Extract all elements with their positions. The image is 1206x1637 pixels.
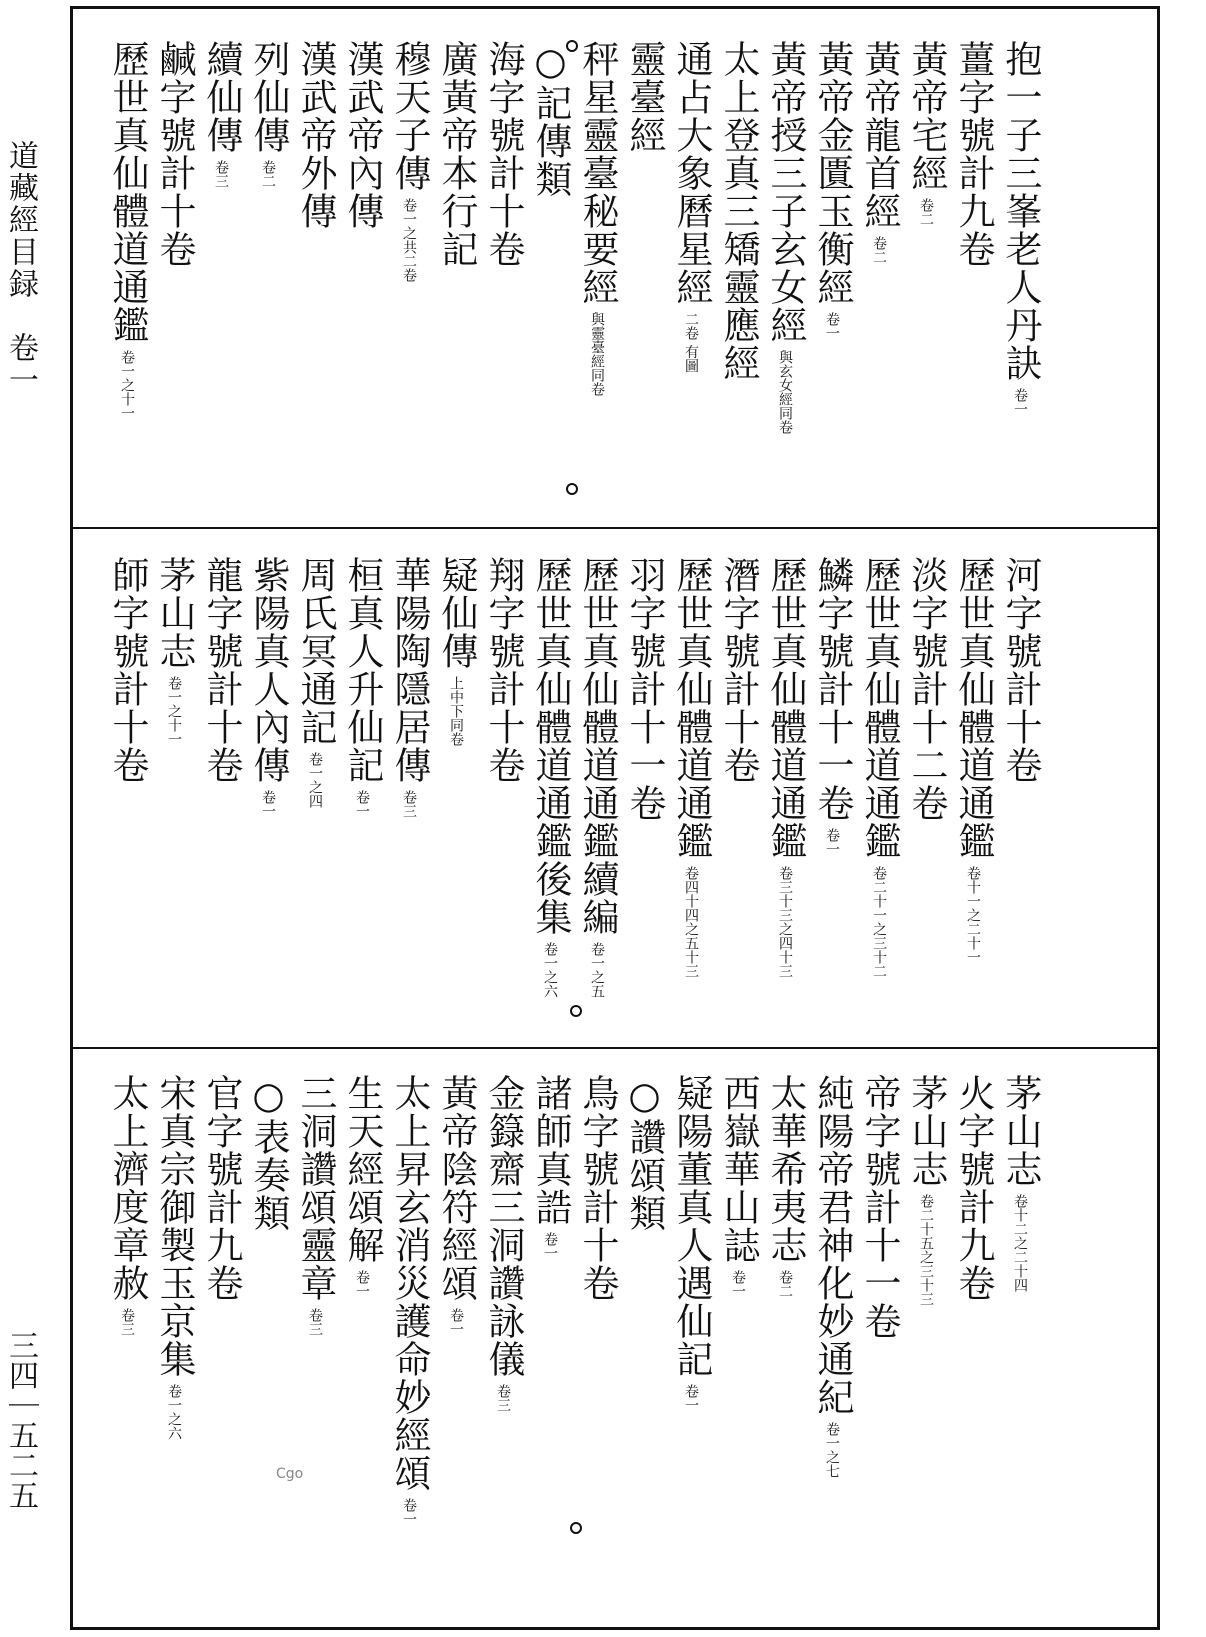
catalog-column: [1000, 1074, 1040, 1292]
catalog-column: [530, 40, 570, 198]
volume-note: 卷一: [824, 312, 840, 340]
volume-note: 卷三: [307, 1308, 323, 1336]
volume-note: 卷三: [401, 790, 417, 818]
catalog-column: [201, 1074, 241, 1302]
entry-title: 官字號計九卷: [200, 1074, 243, 1302]
volume-note: 卷二: [260, 160, 276, 188]
entry-title: 列仙傳: [247, 40, 290, 154]
volume-note: 卷一之十一: [166, 676, 182, 746]
entry-title: 三洞讚頌靈章: [294, 1074, 337, 1302]
catalog-column: [953, 556, 993, 964]
catalog-column: [436, 40, 476, 268]
catalog-column: [342, 1074, 382, 1298]
catalog-column: [906, 556, 946, 822]
section-divider-2: [70, 1047, 1160, 1049]
entry-title: 歷世真仙體道通鑑: [858, 556, 901, 860]
catalog-column: [154, 40, 194, 268]
volume-note: 卷一之七: [824, 1422, 840, 1478]
catalog-column: [953, 1074, 993, 1302]
volume-note: 卷一之六: [542, 942, 558, 998]
catalog-column: [859, 556, 899, 978]
entry-title: 歷世真仙體道通鑑續編: [576, 556, 619, 936]
volume-note: 卷一: [354, 1270, 370, 1298]
volume-note: 與靈臺經同卷: [589, 312, 605, 396]
entry-title: 潛字號計十卷: [717, 556, 760, 784]
catalog-column: [624, 1074, 664, 1232]
volume-note: 卷一: [401, 1498, 417, 1526]
entry-title: 穆天子傳: [388, 40, 431, 192]
entry-title: 桓真人升仙記: [341, 556, 384, 784]
entry-title: 鹹字號計十卷: [153, 40, 196, 268]
volume-note: 卷一: [683, 1384, 699, 1412]
catalog-column: [154, 1074, 194, 1440]
volume-note: 卷一: [824, 828, 840, 856]
catalog-column: [718, 40, 758, 382]
catalog-column: [342, 556, 382, 818]
catalog-column: [248, 1074, 288, 1232]
entry-title: 歷世真仙體道通鑑: [952, 556, 995, 860]
entry-title: 諸師真誥: [529, 1074, 572, 1226]
catalog-column: [483, 556, 523, 784]
entry-title: 靈臺經: [623, 40, 666, 154]
catalog-column: [154, 556, 194, 746]
catalog-column: [201, 556, 241, 784]
catalog-column: [906, 40, 946, 226]
catalog-column: [765, 40, 805, 434]
volume-note: 卷一: [542, 1232, 558, 1260]
entry-title: ○表奏類: [247, 1074, 290, 1232]
catalog-column: [295, 40, 335, 230]
catalog-column: [483, 40, 523, 268]
entry-title: 師字號計十卷: [106, 556, 149, 784]
entry-title: 歷世真仙體道通鑑: [670, 556, 713, 860]
catalog-column: [718, 556, 758, 784]
volume-note: 卷三: [495, 1384, 511, 1412]
volume-note: 卷十一之二十一: [965, 866, 981, 964]
catalog-column: [483, 1074, 523, 1412]
catalog-column: [201, 40, 241, 188]
entry-title: 疑仙傳: [435, 556, 478, 670]
binding-hole-marker: [566, 483, 578, 495]
entry-title: 抱一子三峯老人丹訣: [999, 40, 1042, 382]
entry-title: 疑陽董真人遇仙記: [670, 1074, 713, 1378]
catalog-column: [812, 40, 852, 340]
catalog-column: [953, 40, 993, 268]
entry-title: 宋真宗御製玉京集: [153, 1074, 196, 1378]
catalog-column: [436, 556, 476, 746]
catalog-column: [671, 556, 711, 978]
volume-note: 上中下同卷: [448, 676, 464, 746]
volume-note: 卷二: [918, 198, 934, 226]
entry-title: 茅山志: [999, 1074, 1042, 1188]
catalog-column: [812, 556, 852, 856]
volume-note: 卷三十三之四十三: [777, 866, 793, 978]
catalog-column: [765, 1074, 805, 1298]
entry-title: 黃帝授三子玄女經: [764, 40, 807, 344]
entry-title: 太華希夷志: [764, 1074, 807, 1264]
binding-hole-marker: [570, 1522, 582, 1534]
margin-book-title: 道藏經目録 卷一: [3, 140, 38, 396]
volume-note: 卷一之五: [589, 942, 605, 998]
volume-note: 卷三: [119, 1308, 135, 1336]
catalog-column: [624, 556, 664, 822]
volume-note: 卷三: [213, 160, 229, 188]
entry-title: 羽字號計十一卷: [623, 556, 666, 822]
catalog-column: [671, 40, 711, 372]
volume-note: 與玄女經同卷: [777, 350, 793, 434]
entry-title: 太上登真三矯靈應經: [717, 40, 760, 382]
entry-title: 黃帝陰符經頌: [435, 1074, 478, 1302]
catalog-column: [859, 1074, 899, 1340]
catalog-column: [107, 40, 147, 420]
volume-note: 卷一之共二卷: [401, 198, 417, 282]
entry-title: ○記傳類: [529, 40, 572, 198]
entry-title: 歷世真仙體道通鑑後集: [529, 556, 572, 936]
catalog-column: [812, 1074, 852, 1478]
section-divider-1: [70, 527, 1160, 529]
entry-title: 金籙齋三洞讚詠儀: [482, 1074, 525, 1378]
catalog-column: [389, 556, 429, 818]
catalog-column: [530, 1074, 570, 1260]
volume-note: 卷一: [730, 1270, 746, 1298]
volume-note: 卷四十四之五十三: [683, 866, 699, 978]
volume-note: 卷一之十一: [119, 350, 135, 420]
catalog-column: [671, 1074, 711, 1412]
entry-title: 生天經頌解: [341, 1074, 384, 1264]
volume-note: 卷二: [871, 236, 887, 264]
entry-title: 龍字號計十卷: [200, 556, 243, 784]
entry-title: 紫陽真人內傳: [247, 556, 290, 784]
page-stamp: Cgo: [276, 1466, 304, 1482]
entry-title: 薑字號計九卷: [952, 40, 995, 268]
catalog-column: [248, 40, 288, 188]
entry-title: 通占大象曆星經: [670, 40, 713, 306]
volume-note: 卷一: [260, 790, 276, 818]
entry-title: 華陽陶隱居傳: [388, 556, 431, 784]
entry-title: 茅山志: [905, 1074, 948, 1188]
catalog-column: [295, 556, 335, 808]
entry-title: 太上昇玄消災護命妙經頌: [388, 1074, 431, 1492]
entry-title: 海字號計十卷: [482, 40, 525, 268]
volume-note: 卷一: [1012, 388, 1028, 416]
catalog-column: [389, 1074, 429, 1526]
entry-title: 茅山志: [153, 556, 196, 670]
volume-note: 卷一: [448, 1308, 464, 1336]
catalog-column: [859, 40, 899, 264]
binding-hole-marker: [570, 1005, 582, 1017]
entry-title: 廣黃帝本行記: [435, 40, 478, 268]
entry-title: 純陽帝君神化妙通紀: [811, 1074, 854, 1416]
catalog-column: [577, 1074, 617, 1302]
margin-page-number: 三四｜五二五: [3, 1330, 38, 1510]
entry-title: 太上濟度章赦: [106, 1074, 149, 1302]
catalog-column: [530, 556, 570, 998]
catalog-column: [765, 556, 805, 978]
catalog-column: [295, 1074, 335, 1336]
entry-title: 黃帝宅經: [905, 40, 948, 192]
entry-title: 漢武帝外傳: [294, 40, 337, 230]
catalog-column: [107, 1074, 147, 1336]
volume-note: 卷二十五之三十三: [918, 1194, 934, 1306]
entry-title: 河字號計十卷: [999, 556, 1042, 784]
entry-title: 續仙傳: [200, 40, 243, 154]
entry-title: 歷世真仙體道通鑑: [106, 40, 149, 344]
catalog-column: [107, 556, 147, 784]
catalog-column: [389, 40, 429, 282]
catalog-column: [1000, 40, 1040, 416]
volume-note: 卷一之四: [307, 752, 323, 808]
catalog-column: [1000, 556, 1040, 784]
entry-title: 黃帝金匱玉衡經: [811, 40, 854, 306]
entry-title: 鱗字號計十一卷: [811, 556, 854, 822]
catalog-column: [624, 40, 664, 154]
entry-title: 歷世真仙體道通鑑: [764, 556, 807, 860]
entry-title: 鳥字號計十卷: [576, 1074, 619, 1302]
entry-title: 周氏冥通記: [294, 556, 337, 746]
volume-note: 卷一之六: [166, 1384, 182, 1440]
volume-note: 卷二十一之三十二: [871, 866, 887, 978]
volume-note: 卷二: [777, 1270, 793, 1298]
catalog-column: [906, 1074, 946, 1306]
catalog-column: [718, 1074, 758, 1298]
entry-title: 火字號計九卷: [952, 1074, 995, 1302]
entry-title: 淡字號計十二卷: [905, 556, 948, 822]
catalog-column: [248, 556, 288, 818]
catalog-column: [436, 1074, 476, 1336]
volume-note: 卷一: [354, 790, 370, 818]
entry-title: 秤星靈臺秘要經: [576, 40, 619, 306]
entry-title: 漢武帝內傳: [341, 40, 384, 230]
entry-title: 西嶽華山誌: [717, 1074, 760, 1264]
catalog-column: [577, 556, 617, 998]
entry-title: 黃帝龍首經: [858, 40, 901, 230]
volume-note: 二卷 有圖: [683, 312, 699, 373]
entry-title: 翔字號計十卷: [482, 556, 525, 784]
volume-note: 卷十二之二十四: [1012, 1194, 1028, 1292]
entry-title: ○讚頌類: [623, 1074, 666, 1232]
entry-title: 帝字號計十一卷: [858, 1074, 901, 1340]
catalog-column: [577, 40, 617, 396]
catalog-column: [342, 40, 382, 230]
